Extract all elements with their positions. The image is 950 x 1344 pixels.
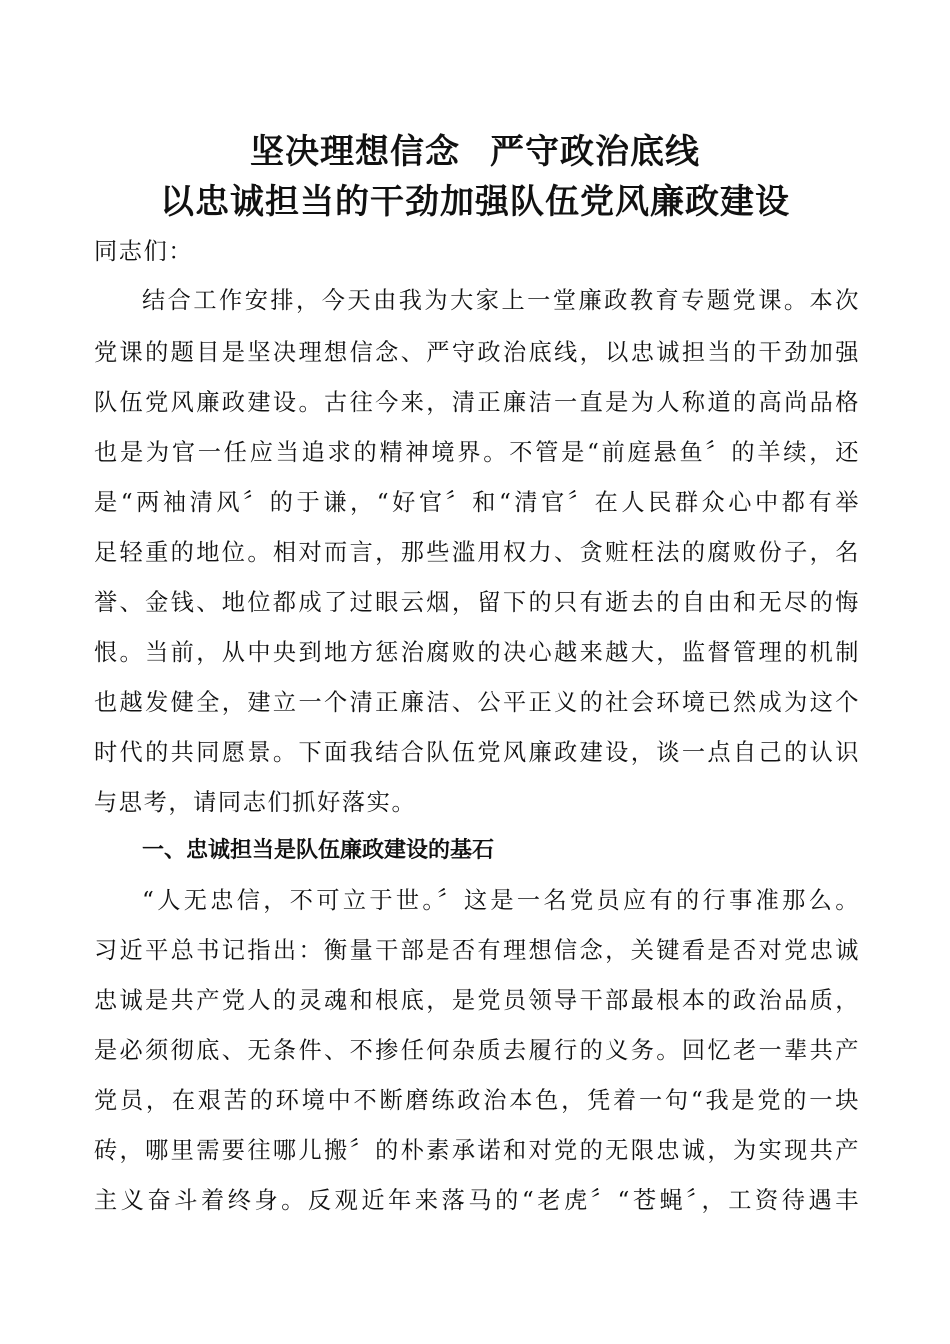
paragraph-1-line: 恨。当前，从中央到地方惩治腐败的决心越来越大，监督管理的机制 <box>94 639 860 666</box>
paragraph-2-line: 忠诚是共产党人的灵魂和根底，是党员领导干部最根本的政治品质， <box>94 987 860 1014</box>
paragraph-1-line: 结合工作安排，今天由我为大家上一堂廉政教育专题党课。本次 <box>142 287 860 314</box>
paragraph-1-line: 与思考，请同志们抓好落实。 <box>94 789 417 816</box>
paragraph-1-line: 党课的题目是坚决理想信念、严守政治底线，以忠诚担当的干劲加强 <box>94 339 860 366</box>
paragraph-2-line: 主义奋斗着终身。反观近年来落马的“老虎〞“苍蝇〞，工资待遇丰 <box>94 1187 860 1214</box>
paragraph-1-line: 是“两袖清风〞的于谦，“好官〞和“清官〞在人民群众心中都有举 <box>94 489 860 516</box>
paragraph-2-line: 砖，哪里需要往哪儿搬〞的朴素承诺和对党的无限忠诚，为实现共产 <box>94 1137 860 1164</box>
paragraph-1-line: 也是为官一任应当追求的精神境界。不管是“前庭悬鱼〞的羊续，还 <box>94 439 860 466</box>
document-title-line-2: 以忠诚担当的干劲加强队伍党风廉政建设 <box>160 182 790 222</box>
paragraph-1-line: 誉、金钱、地位都成了过眼云烟，留下的只有逝去的自由和无尽的悔 <box>94 589 860 616</box>
title-part-1: 坚决理想信念 <box>250 132 460 172</box>
paragraph-2-line: 是必须彻底、无条件、不掺任何杂质去履行的义务。回忆老一辈共产 <box>94 1037 860 1064</box>
paragraph-1-line: 足轻重的地位。相对而言，那些滥用权力、贪赃枉法的腐败份子，名 <box>94 539 860 566</box>
document-title-line-1 <box>0 132 950 172</box>
salutation: 同志们： <box>94 238 194 265</box>
section-1-heading: 一、忠诚担当是队伍廉政建设的基石 <box>142 838 495 863</box>
paragraph-1-line: 也越发健全，建立一个清正廉洁、公平正义的社会环境已然成为这个 <box>94 689 860 716</box>
paragraph-2-line: 党员，在艰苦的环境中不断磨练政治本色，凭着一句“我是党的一块 <box>94 1087 860 1114</box>
paragraph-1-line: 队伍党风廉政建设。古往今来，清正廉洁一直是为人称道的高尚品格 <box>94 389 860 416</box>
paragraph-1-line: 时代的共同愿景。下面我结合队伍党风廉政建设，谈一点自己的认识 <box>94 739 860 766</box>
paragraph-2-line: “人无忠信，不可立于世。〞这是一名党员应有的行事准那么。 <box>142 887 860 914</box>
title-part-2: 严守政治底线 <box>490 132 700 172</box>
paragraph-2-line: 习近平总书记指出：衡量干部是否有理想信念，关键看是否对党忠诚 <box>94 937 860 964</box>
